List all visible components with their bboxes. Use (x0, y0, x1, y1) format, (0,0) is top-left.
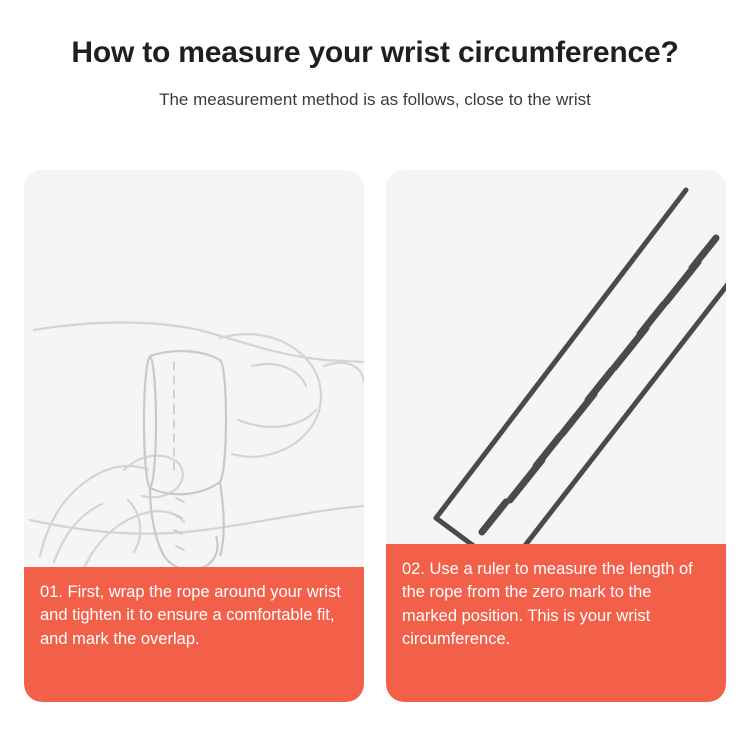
wrist-measuring-illustration (24, 170, 364, 570)
page-subtitle: The measurement method is as follows, close to the wrist (159, 90, 591, 109)
step-caption-2: 02. Use a ruler to measure the length of the rope from the zero mark to the marked position. This is your wrist circumference. (386, 544, 726, 702)
step-card-2 (386, 170, 726, 702)
steps-container (24, 170, 726, 702)
ruler-illustration (386, 170, 726, 570)
page-title: How to measure your wrist circumference? (71, 36, 679, 69)
step-card-1 (24, 170, 364, 702)
step-caption-1: 01. First, wrap the rope around your wrist and tighten it to ensure a comfortable fit, and mark the overlap. (24, 567, 364, 702)
